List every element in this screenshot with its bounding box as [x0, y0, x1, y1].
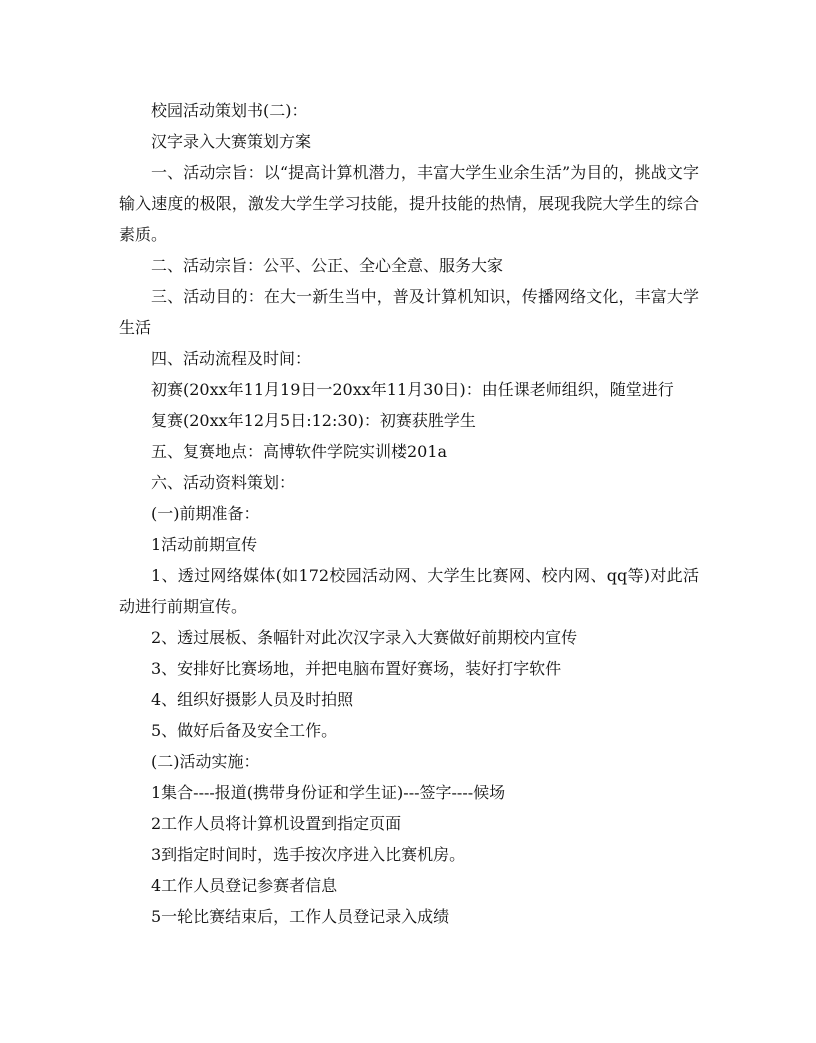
paragraph-venue: 五、复赛地点：高博软件学院实训楼201a — [151, 442, 448, 461]
paragraph-principle: 二、活动宗旨：公平、公正、全心全意、服务大家 — [151, 256, 504, 275]
list-item: 3到指定时间时，选手按次序进入比赛机房。 — [151, 845, 466, 864]
document-page — [119, 95, 699, 932]
list-item: 5一轮比赛结束后，工作人员登记录入成绩 — [151, 907, 450, 926]
list-item: 3、安排好比赛场地，并把电脑布置好赛场，装好打字软件 — [151, 659, 562, 678]
list-item: 1、透过网络媒体(如172校园活动网、大学生比赛网、校内网、qq等)对此活动进行前期宣传。 — [119, 566, 699, 616]
paragraph-purpose: 一、活动宗旨：以“提高计算机潜力，丰富大学生业余生活”为目的，挑战文字输入速度的极限，激发大学生学习技能，提升技能的热情，展现我院大学生的综合素质。 — [119, 163, 699, 244]
list-item: 4、组织好摄影人员及时拍照 — [151, 690, 354, 709]
list-item: 2工作人员将计算机设置到指定页面 — [151, 814, 402, 833]
list-item: 1活动前期宣传 — [151, 535, 258, 554]
doc-title: 校园活动策划书(二)： — [151, 101, 308, 120]
list-item: 1集合----报道(携带身份证和学生证)---签字----候场 — [151, 783, 506, 802]
subsection-heading-implementation: (二)活动实施： — [151, 752, 260, 771]
paragraph-goal: 三、活动目的：在大一新生当中，普及计算机知识，传播网络文化，丰富大学生活 — [119, 287, 699, 337]
section-heading-schedule: 四、活动流程及时间： — [151, 349, 312, 368]
list-item: 5、做好后备及安全工作。 — [151, 721, 338, 740]
paragraph-final-round: 复赛(20xx年12月5日:12:30)：初赛获胜学生 — [151, 411, 476, 430]
list-item: 4工作人员登记参赛者信息 — [151, 876, 338, 895]
subsection-heading-preparation: (一)前期准备： — [151, 504, 260, 523]
list-item: 2、透过展板、条幅针对此次汉字录入大赛做好前期校内宣传 — [151, 628, 578, 647]
doc-subtitle: 汉字录入大赛策划方案 — [151, 132, 312, 151]
section-heading-planning: 六、活动资料策划： — [151, 473, 296, 492]
paragraph-preliminary: 初赛(20xx年11月19日一20xx年11月30日)：由任课老师组织，随堂进行 — [151, 380, 674, 399]
